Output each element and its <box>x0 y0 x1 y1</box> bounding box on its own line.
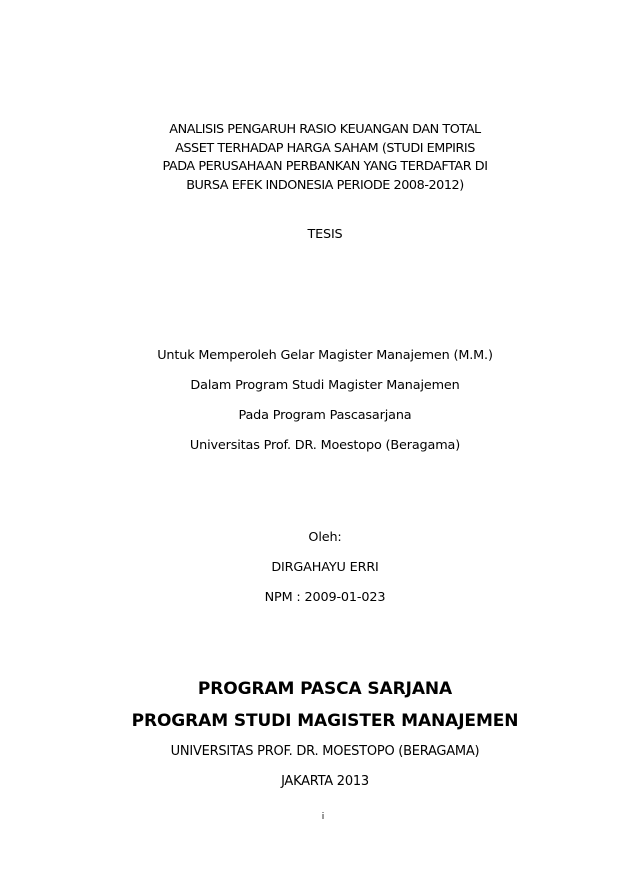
study-program-line: Dalam Program Studi Magister Manajemen <box>190 378 460 393</box>
thesis-title-line: ANALISIS PENGARUH RASIO KEUANGAN DAN TOTAL <box>169 122 481 137</box>
student-number: NPM : 2009-01-023 <box>264 590 386 605</box>
master-program-title: PROGRAM STUDI MAGISTER MANAJEMEN <box>131 711 519 731</box>
document-type: TESIS <box>307 227 343 242</box>
city-year: JAKARTA 2013 <box>281 774 369 789</box>
graduate-program-title: PROGRAM PASCA SARJANA <box>197 679 453 699</box>
degree-purpose-line: Untuk Memperoleh Gelar Magister Manajemen (M.M.) <box>157 348 493 363</box>
thesis-title <box>100 121 550 195</box>
author-label: Oleh: <box>308 530 342 545</box>
institution-name: UNIVERSITAS PROF. DR. MOESTOPO (BERAGAMA) <box>170 744 480 759</box>
thesis-title-line: ASSET TERHADAP HARGA SAHAM (STUDI EMPIRIS <box>175 140 475 156</box>
graduate-program-line: Pada Program Pascasarjana <box>238 408 412 423</box>
university-line: Universitas Prof. DR. Moestopo (Beragama) <box>189 438 461 453</box>
thesis-title-line: BURSA EFEK INDONESIA PERIODE 2008-2012) <box>186 177 464 193</box>
author-name: DIRGAHAYU ERRI <box>271 560 379 575</box>
thesis-title-line: PADA PERUSAHAAN PERBANKAN YANG TERDAFTAR DI <box>162 159 488 174</box>
page-number: i <box>321 812 325 822</box>
